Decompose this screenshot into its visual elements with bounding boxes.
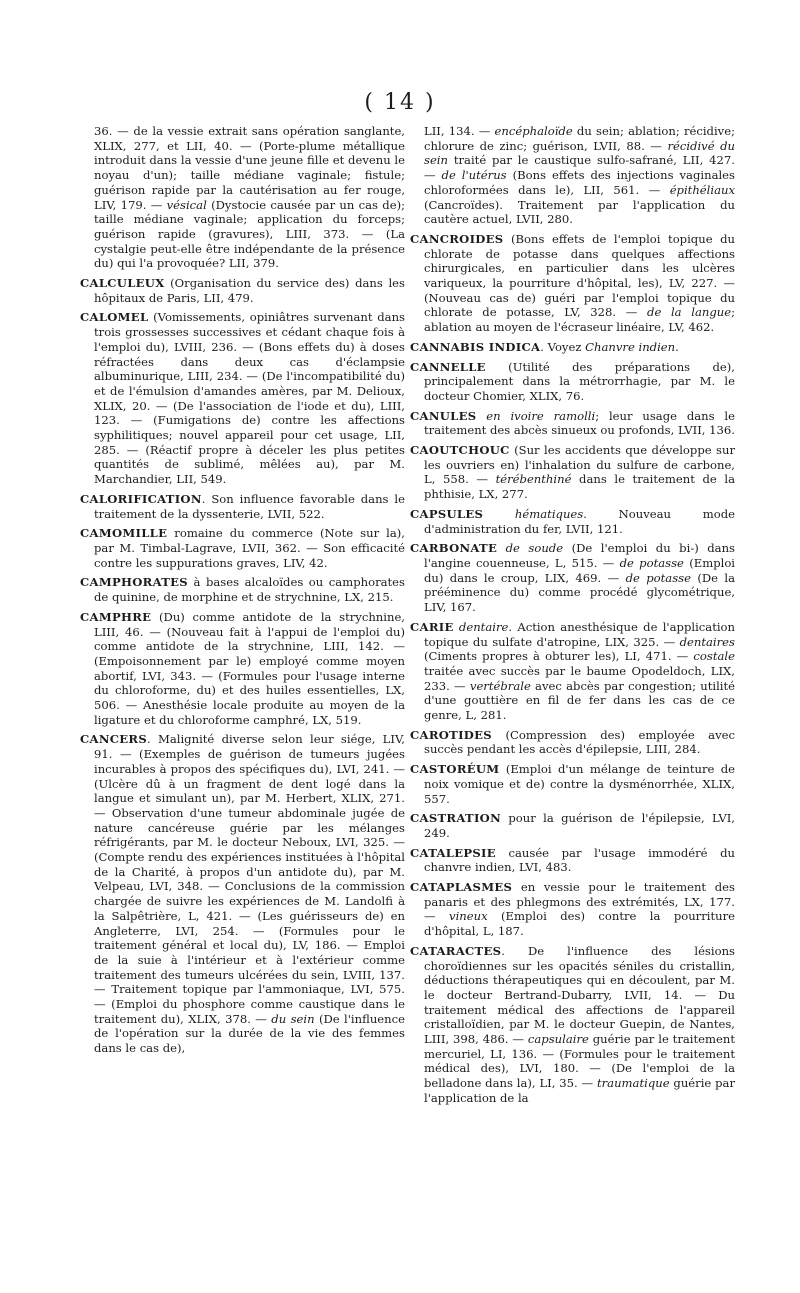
- entry-text: [483, 507, 515, 521]
- entry-italic-text: du sein: [271, 1011, 315, 1026]
- index-entry: [410, 944, 735, 1106]
- entry-text: (Dystocie causée par un cas de); taille médiane vaginale; application du forceps; guérison rapide (gravures), LIII, 373. — (La cystalgie peut-elle être indépendante de la présence du) qui l'a provoquée? LII, 379.: [94, 197, 405, 271]
- entry-headword: CAMOMILLE: [80, 526, 168, 541]
- entry-text: (Bons effets de l'emploi topique du chlorate de potasse dans quelques affections chirurgicales, en particulier dans les ulcères variqueux, la pourriture d'hôpital, les), LV, 227. — (Nouveau cas de) guéri par l'emploi topique du chlorate de potasse, LV, 328. —: [424, 231, 735, 320]
- entry-headword: CAMPHORATES: [80, 575, 188, 590]
- entry-text: (Emploi des) contre la pourriture d'hôpital, L, 187.: [424, 909, 736, 939]
- entry-headword: CANULES: [410, 408, 477, 423]
- entry-text: . Voyez: [540, 339, 586, 354]
- entry-text: guérie par l'application de la: [424, 1076, 735, 1105]
- entry-headword: CANCROIDES: [410, 231, 504, 246]
- entry-text: (Du) comme antidote de la strychnine, LIII, 46. — (Nouveau fait à l'appui de l'emploi du) comme antidote de la strychnine, LIII, 142. — (Empoisonnement par le) employé comme moyen abortif, LVI, 343. — (Formules pour l'usage interne du chloroforme, du) et des huiles essentielles, LX, 506. — Anesthésie locale produite au moyen de la ligature et du chloroforme camphré, LX, 519.: [94, 609, 405, 727]
- entry-italic-text: capsulaire: [527, 1032, 589, 1047]
- entry-headword: CARIE: [410, 619, 454, 634]
- entry-text: (Utilité des préparations de), principalement dans la métrorrhagie, par M. le docteur Chomier, XLIX, 76.: [424, 359, 735, 403]
- entry-headword: CALOMEL: [80, 310, 149, 325]
- entry-headword: CALCULEUX: [80, 276, 165, 291]
- entry-italic-text: costale: [693, 649, 735, 664]
- entry-headword: CATAPLASMES: [410, 880, 513, 895]
- entry-text: . Malignité diverse selon leur siége, LIV, 91. — (Exemples de guérison de tumeurs jugées incurables à propos des spécifiques du), LVI, 241. — (Ulcère dû à un fragment de dent logé dans la langue et simulant un), par M. Herbert, XLIX, 271. — Observation d'une tumeur abdominale jugée de nature cancéreuse guérie par les mélanges réfrigérants, par M. le docteur Neboux, LVI, 325. — (Compte rendu des expériences instituées à l'hôpital de la Charité, à propos d'un antidote du), par M. Velpeau, LVI, 348. — Conclusions de la commission chargée de suivre les expériences de M. Landolfi à la Salpêtrière, L, 421. — (Les guérisseurs de) en Angleterre, LVI, 254. — (Formules pour le traitement général et local du), LV, 186. — Emploi de la suie à l'intérieur et à l'extérieur comme traitement des tumeurs ulcérées du sein, LVIII, 137. — Traitement topique par l'ammoniaque, LVI, 575. — (Emploi du phosphore comme caustique dans le traitement du), XLIX, 378. —: [94, 732, 405, 1026]
- entry-italic-text: en ivoire ramolli: [486, 408, 596, 423]
- page-number: ( 14 ): [364, 90, 436, 115]
- entry-text: (De la prééminence du) comme procédé glycométrique, LIV, 167.: [424, 570, 735, 615]
- entry-italic-text: térébenthiné: [495, 472, 572, 487]
- index-entry: [410, 541, 735, 615]
- entry-text: . Nouveau mode d'administration du fer, LVII, 121.: [424, 506, 736, 536]
- index-entry: [410, 811, 735, 840]
- index-entry: [410, 880, 735, 939]
- entry-italic-text: hématiques: [514, 506, 584, 521]
- entry-text: (Organisation du service des) dans les hôpitaux de Paris, LII, 479.: [94, 276, 405, 305]
- entry-text: (De l'emploi du bi-) dans l'angine couenneuse, L, 515. —: [424, 541, 736, 570]
- entry-italic-text: de potasse: [625, 570, 691, 585]
- index-entry: [80, 310, 405, 486]
- entry-text: (De l'influence de l'opération sur la durée de la vie des femmes dans le cas de),: [94, 1011, 405, 1056]
- entry-text: [497, 541, 506, 555]
- entry-italic-text: dentaire: [458, 619, 509, 634]
- entry-headword: CAMPHRE: [80, 609, 152, 624]
- entry-text: [476, 409, 486, 423]
- entry-headword: CAOUTCHOUC: [410, 443, 510, 458]
- entry-italic-text: de potasse: [619, 555, 684, 570]
- entry-italic-text: encéphaloïde: [494, 124, 573, 138]
- entry-italic-text: traumatique: [596, 1076, 670, 1091]
- index-entry: [80, 124, 405, 271]
- entry-headword: CAROTIDES: [410, 727, 492, 742]
- entry-text: (Emploi du) dans le croup, LIX, 469. —: [424, 555, 736, 585]
- entry-text: du sein; ablation; récidive; chlorure de zinc; guérison, LVII, 88. —: [424, 124, 736, 153]
- entry-text: pour la guérison de l'épilepsie, LVI, 249.: [424, 811, 735, 840]
- entry-headword: CATALEPSIE: [410, 845, 496, 860]
- entry-italic-text: récidivé du sein: [424, 138, 736, 168]
- entry-text: (Ciments propres à obturer les), LI, 471. —: [424, 649, 694, 664]
- entry-text: (Compression des) employée avec succès pendant les accès d'épilepsie, LIII, 284.: [424, 727, 735, 757]
- entry-text: dans le traitement de la phthisie, LX, 277.: [424, 472, 735, 502]
- entry-text: à bases alcaloïdes ou camphorates de quinine, de morphine et de strychnine, LX, 215.: [94, 575, 405, 605]
- index-entry: [80, 276, 405, 305]
- entry-text: (Cancroïdes). Traitement par l'application du cautère actuel, LVII, 280.: [424, 197, 735, 227]
- index-entry: [410, 620, 735, 723]
- entry-text: LII, 134. —: [424, 124, 495, 138]
- entry-headword: CAPSULES: [410, 506, 484, 521]
- index-entry: [410, 232, 735, 335]
- entry-text: (Emploi d'un mélange de teinture de noix vomique et de) contre la dysménorrhée, XLIX, 557.: [424, 762, 735, 806]
- index-entry: [410, 846, 735, 875]
- entry-italic-text: vésical: [166, 197, 207, 212]
- entry-headword: CASTRATION: [410, 811, 501, 826]
- entry-italic-text: de soude: [505, 541, 564, 556]
- entry-italic-text: vertébrale: [469, 678, 531, 693]
- entry-italic-text: dentaires: [679, 634, 735, 649]
- entry-text: . Action anesthésique de l'application topique du sulfate d'atropine, LIX, 325. —: [424, 619, 736, 649]
- entry-italic-text: vineux: [449, 909, 488, 924]
- entry-headword: CANCERS: [80, 732, 147, 747]
- entry-text: 36. — de la vessie extrait sans opération sanglante, XLIX, 277, et LII, 40. — (Porte-plume métallique introduit dans la vessie d'une jeune fille et devenu le noyau d'un); taille médiane vaginale; fistule; guérison rapide par la cautérisation au fer rouge, LIV, 179. —: [94, 124, 405, 212]
- entry-italic-text: épithéliaux: [669, 182, 735, 197]
- entry-headword: CASTORÉUM: [410, 762, 500, 777]
- index-entry: [80, 492, 405, 521]
- entry-headword: CANNELLE: [410, 359, 486, 374]
- index-entry: [80, 526, 405, 570]
- entry-headword: CATARACTES: [410, 943, 502, 958]
- entry-italic-text: de l'utérus: [441, 168, 507, 183]
- entry-text: (Vomissements, opiniâtres survenant dans trois grossesses successives et cédant chaque fois à l'emploi du), LVIII, 236. — (Bons effets du) à doses réfractées dans deux cas d'éclampsie albuminurique, LIII, 234. — (De l'incompatibilité du) et de l'émulsion d'amandes amères, par M. Delioux, XLIX, 20. — (De l'association de l'iode et du), LIII, 123. — (Fumigations de) contre les affections syphilitiques; nouvel appareil pour cet usage, LII, 285. — (Réactif propre à déceler les plus petites quantités de sublimé, mêlées au), par M. Marchandier, LII, 549.: [94, 310, 405, 487]
- index-entry: [80, 732, 405, 1055]
- entry-text: en vessie pour le traitement des panaris et des phlegmons des extrémités, LX, 177. —: [424, 880, 735, 924]
- index-entry: [410, 507, 735, 536]
- entry-text: romaine du commerce (Note sur la), par M. Timbal-Lagrave, LVII, 362. — Son efficacité contre les suppurations graves, LIV, 42.: [94, 526, 405, 570]
- index-entry: [410, 360, 735, 404]
- index-entry: [410, 443, 735, 502]
- entry-headword: CARBONATE: [410, 541, 498, 556]
- entry-text: ; leur usage dans le traitement des abcès sinueux ou profonds, LVII, 136.: [424, 408, 735, 438]
- index-entry: [80, 575, 405, 604]
- entry-italic-text: de la langue: [647, 305, 732, 320]
- entry-text: avec abcès par congestion; utilité d'une gouttière en fil de fer dans les cas de ce genre, L, 281.: [424, 678, 735, 723]
- entry-text: traitée avec succès par le baume Opodeldoch, LIX, 233. —: [424, 663, 735, 693]
- entry-text: ; ablation au moyen de l'écraseur linéaire, LV, 462.: [424, 305, 735, 335]
- entry-text: guérie par le traitement mercuriel, LI, 136. — (Formules pour le traitement médical des), LVI, 180. — (De l'emploi de la belladone dans la), LI, 35. —: [424, 1032, 736, 1091]
- entry-text: . De l'influence des lésions choroïdiennes sur les opacités séniles du cristallin, déductions thérapeutiques qui en découlent, par M. le docteur Bertrand-Dubarry, LVII, 14. — Du traitement médical des affections de l'appareil cristalloïdien, par M. le docteur Guepin, de Nantes, LIII, 398, 486. —: [424, 943, 735, 1047]
- entry-text: traité par le caustique sulfo-safrané, LII, 427. —: [424, 153, 735, 183]
- left-column: [80, 124, 405, 1061]
- index-entry: [410, 124, 735, 227]
- index-entry: [80, 610, 405, 728]
- entry-text: (Bons effets des injections vaginales chloroformées dans le), LII, 561. —: [424, 168, 735, 197]
- entry-italic-text: Chanvre indien.: [585, 339, 679, 354]
- entry-headword: CALORIFICATION: [80, 491, 202, 506]
- entry-text: causée par l'usage immodéré du chanvre indien, LVI, 483.: [424, 845, 735, 875]
- entry-text: (Sur les accidents que développe sur les ouvriers en) l'inhalation du sulfure de carbone, L, 558. —: [424, 443, 735, 487]
- index-entry: [410, 762, 735, 806]
- index-entry: [410, 340, 735, 355]
- entry-text: . Son influence favorable dans le traitement de la dyssenterie, LVII, 522.: [94, 491, 405, 521]
- entry-headword: CANNABIS INDICA: [410, 339, 541, 354]
- index-entry: [410, 728, 735, 757]
- index-entry: [410, 409, 735, 438]
- right-column: [410, 124, 735, 1111]
